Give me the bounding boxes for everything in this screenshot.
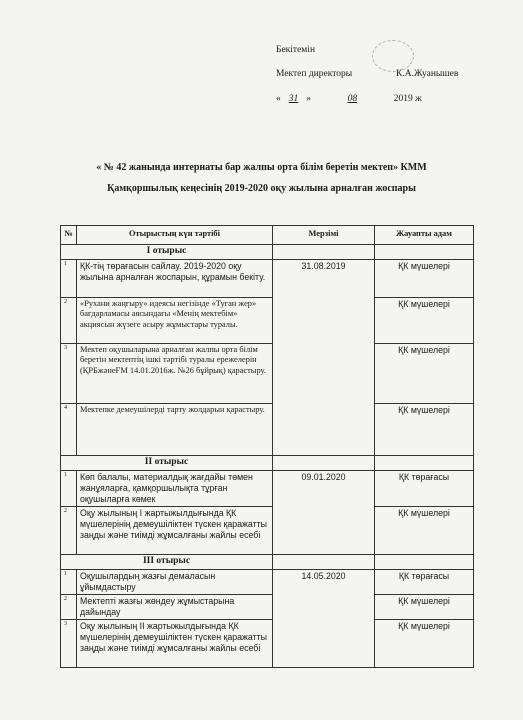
row-num: 1 — [61, 470, 77, 506]
section-row — [61, 455, 474, 470]
header-agenda: Отырыстың күн тәртібі — [77, 226, 273, 245]
section-title: І отырыс — [61, 245, 273, 260]
date-open-quote: « — [276, 94, 281, 104]
row-agenda: Оқушылардың жазғы демаласын ұйымдастыру — [77, 569, 273, 594]
row-agenda: Мектепке демеушілерді тарту жолдарын қарастыру. — [77, 403, 273, 455]
row-num: 3 — [61, 619, 77, 667]
row-responsible: ҚК мүшелері — [375, 594, 474, 619]
section-row — [61, 245, 474, 260]
section-title: ІІ отырыс — [61, 455, 273, 470]
section-spacer — [375, 554, 474, 569]
approval-label: Бекітемін — [276, 45, 316, 55]
table-row — [61, 569, 474, 594]
row-agenda: «Рухани жаңғыру» идеясы негізінде «Туған жер» бағдарламасы аясындағы «Менің мектебім» акциясын жүзеге асыру жұмыстары туралы. — [77, 297, 273, 343]
header-responsible: Жауапты адам — [375, 226, 474, 245]
section-spacer — [273, 245, 375, 260]
row-agenda: Оқу жылының І жартыжылдығында ҚК мүшелерінің демеушіліктен түскен қаражатты заңды және тиімді жұмсалғаны жайлы есебі — [77, 506, 273, 554]
document-title-school: « № 42 жанында интернаты бар жалпы орта білім беретін мектеп» КММ — [96, 162, 427, 173]
row-num: 1 — [61, 259, 77, 297]
section-title: ІІІ отырыс — [61, 554, 273, 569]
director-name: К.А.Жуанышев — [396, 69, 459, 79]
row-agenda: Оқу жылының ІІ жартыжылдығында ҚК мүшелерінің демеушіліктен түскен қаражатты заңды және тиімді жұмсалғаны жайлы есебі — [77, 619, 273, 667]
row-num: 1 — [61, 569, 77, 594]
row-responsible: ҚК төрағасы — [375, 569, 474, 594]
row-date: 14.05.2020 — [273, 569, 375, 667]
row-responsible: ҚК төрағасы — [375, 470, 474, 506]
row-agenda: Мектепті жазғы жөндеу жұмыстарына дайындау — [77, 594, 273, 619]
section-spacer — [273, 455, 375, 470]
header-date: Мерзімі — [273, 226, 375, 245]
row-responsible: ҚК мүшелері — [375, 297, 474, 343]
section-row — [61, 554, 474, 569]
date-day: 31 — [288, 94, 299, 104]
table-row — [61, 259, 474, 297]
row-date: 31.08.2019 — [273, 259, 375, 455]
row-num: 4 — [61, 403, 77, 455]
approval-date — [276, 95, 476, 105]
row-agenda: Көп балалы, материалдық жағдайы төмен жанұяларға, қамқоршылықта тұрған оқушыларға көмек — [77, 470, 273, 506]
row-date: 09.01.2020 — [273, 470, 375, 554]
row-responsible: ҚК мүшелері — [375, 506, 474, 554]
date-year: 2019 ж — [393, 94, 422, 104]
table-header-row — [61, 226, 474, 245]
plan-table — [60, 225, 474, 668]
table-row — [61, 594, 474, 619]
section-spacer — [375, 245, 474, 260]
table-row — [61, 343, 474, 403]
row-responsible: ҚК мүшелері — [375, 403, 474, 455]
document-title-plan: Қамқоршылық кеңесінің 2019-2020 оқу жылына арналған жоспары — [107, 183, 416, 194]
row-agenda: Мектеп оқушыларына арналған жалпы орта білім беретін мектептің ішкі тәртібі туралы ережелерін (ҚРБжәнеҒМ 14.01.2016ж. №26 бұйрық) қарастыру. — [77, 343, 273, 403]
table-row — [61, 470, 474, 506]
table-row — [61, 619, 474, 667]
date-month: 08 — [347, 94, 358, 104]
approval-signature-line — [276, 70, 466, 80]
table-row — [61, 403, 474, 455]
signature-mark — [372, 40, 414, 72]
section-spacer — [273, 554, 375, 569]
row-responsible: ҚК мүшелері — [375, 343, 474, 403]
header-num: № — [61, 226, 77, 245]
row-agenda: ҚК-тің төрағасын сайлау. 2019-2020 оқу жылына арналған жоспарын, құрамын бекіту. — [77, 259, 273, 297]
row-num: 3 — [61, 343, 77, 403]
date-close-quote: » — [306, 94, 311, 104]
row-num: 2 — [61, 506, 77, 554]
row-num: 2 — [61, 297, 77, 343]
row-responsible: ҚК мүшелері — [375, 619, 474, 667]
section-spacer — [375, 455, 474, 470]
row-responsible: ҚК мүшелері — [375, 259, 474, 297]
table-row — [61, 506, 474, 554]
director-position: Мектеп директоры — [276, 69, 353, 79]
row-num: 2 — [61, 594, 77, 619]
table-row — [61, 297, 474, 343]
